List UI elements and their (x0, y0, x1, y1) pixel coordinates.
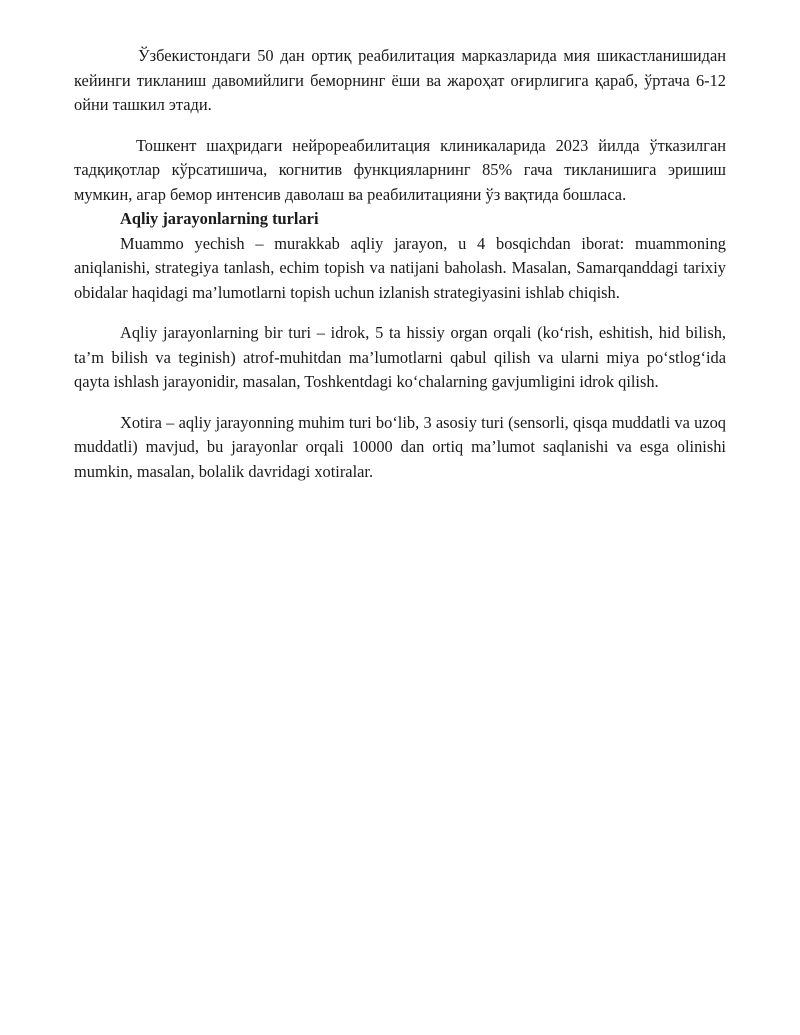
paragraph-problem-solving: Muammo yechish – murakkab aqliy jarayon, u 4 bosqichdan iborat: muammoning aniqlanishi, strategiya tanlash, echim topish va natijani baholash. Masalan, Samarqanddagi tarixiy obidalar haqidagi ma’lumotlarni topish uchun izlanish strategiyasini ishlab chiqish. (74, 233, 726, 302)
paragraph-rehabilitation-centers: Ўзбекистондаги 50 дан ортиқ реабилитация марказларида мия шикастланишидан кейинги тикланиш давомийлиги беморнинг ёши ва жароҳат оғирлигига қараб, ўртача 6-12 ойни ташкил этади. (74, 46, 726, 114)
document-body (74, 44, 726, 484)
paragraph-perception: Aqliy jarayonlarning bir turi – idrok, 5 ta hissiy organ orqali (ko‘rish, eshitish, hid bilish, ta’m bilish va teginish) atrof-muhitdan ma’lumotlarni qabul qilish va ularni miya po‘stlog‘ida qayta ishlash jarayonidir, masalan, Toshkentdagi ko‘chalarning gavjumligini idrok qilish. (74, 323, 726, 391)
paragraph-memory: Xotira – aqliy jarayonning muhim turi bo‘lib, 3 asosiy turi (sensorli, qisqa muddatli va uzoq muddatli) mavjud, bu jarayonlar orqali 10000 dan ortiq ma’lumot saqlanishi va esga olinishi mumkin, masalan, bolalik davridagi xotiralar. (74, 412, 726, 481)
paragraph-neurorehabilitation-study: Тошкент шаҳридаги нейрореабилитация клиникаларида 2023 йилда ўтказилган тадқиқотлар кўрсатишича, когнитив функцияларнинг 85% гача тикланишига эришиш мумкин, агар бемор интенсив даволаш ва реабилитацияни ўз вақтида бошласа. (74, 135, 726, 204)
section-heading: Aqliy jarayonlarning turlari (120, 209, 319, 228)
